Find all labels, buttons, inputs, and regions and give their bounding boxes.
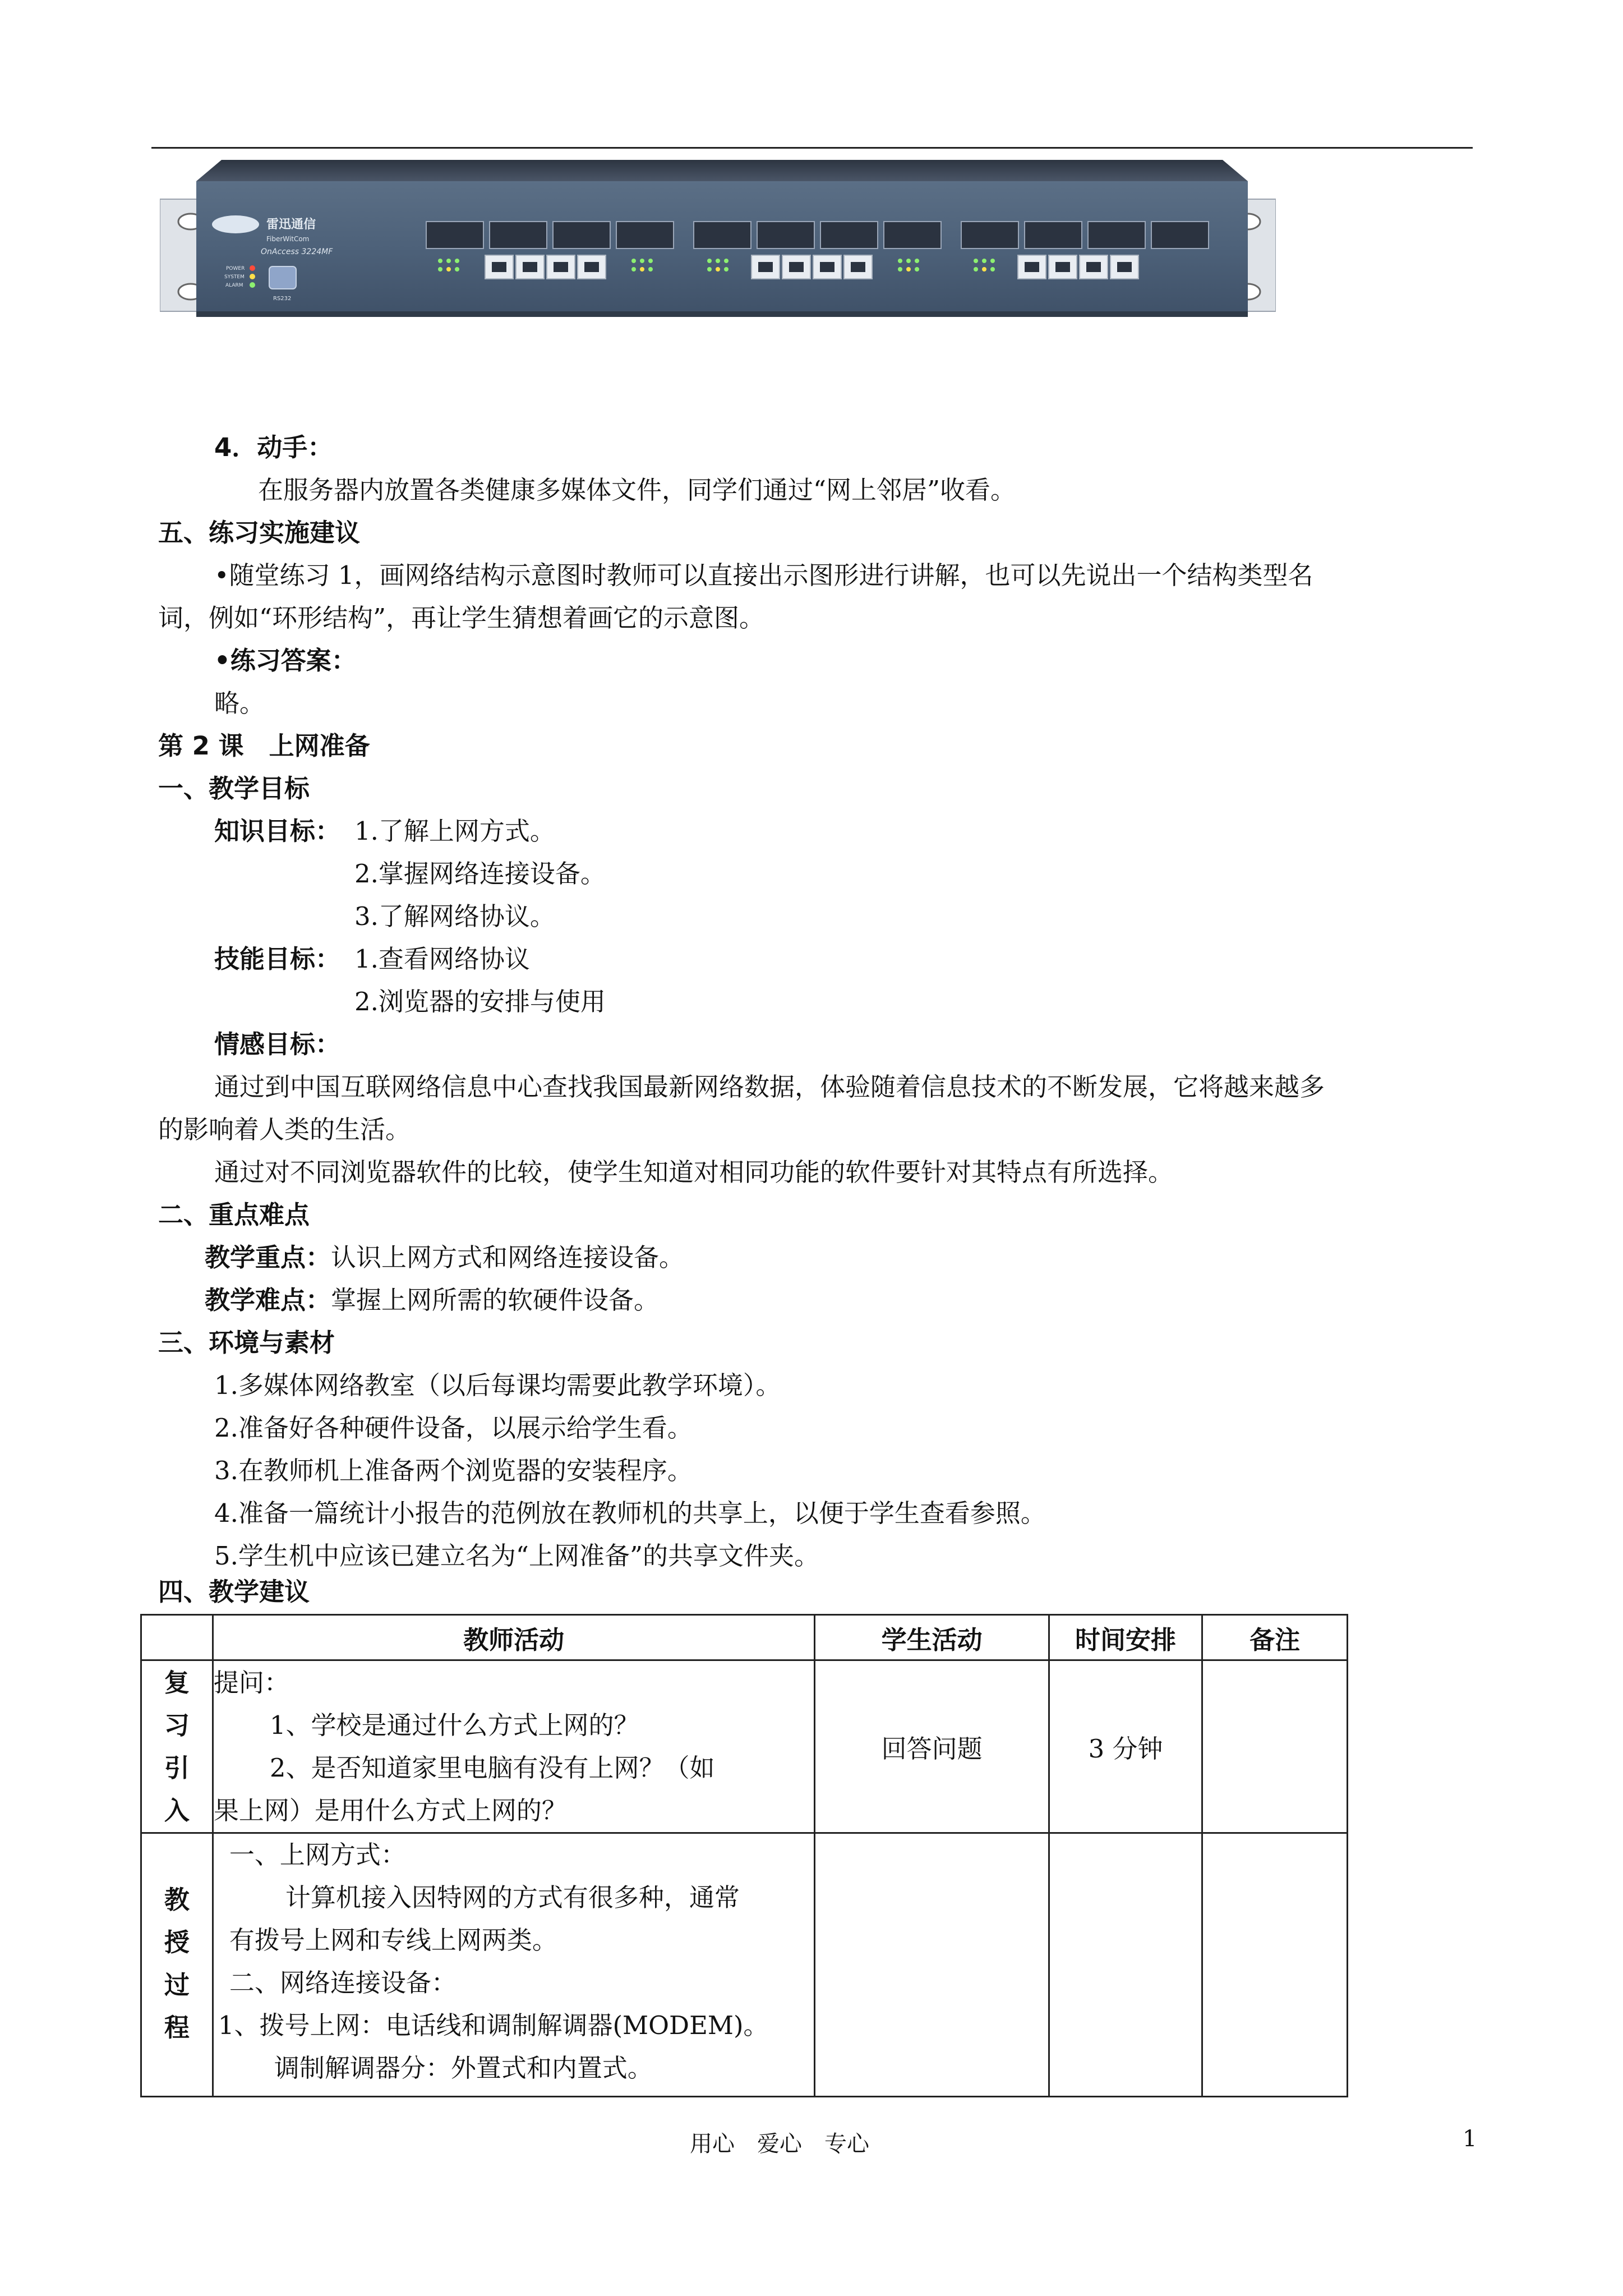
- led-label-power: POWER: [226, 266, 245, 272]
- table-row: [141, 1833, 1348, 2097]
- table-header-row: [141, 1615, 1348, 1660]
- teaching-plan-table: [140, 1614, 1348, 2097]
- sec1-heading: 一、教学目标: [158, 774, 310, 803]
- emotion-para1-line2: 的影响着人类的生活。: [158, 1115, 411, 1144]
- knowledge-item: 3.了解网络协议。: [354, 901, 555, 931]
- env-item: 3.在教师机上准备两个浏览器的安装程序。: [214, 1456, 693, 1485]
- sec4-heading: 四、教学建议: [158, 1577, 310, 1607]
- device-model: OnAccess 3224MF: [261, 247, 333, 256]
- time-allocation: [1049, 1833, 1202, 2097]
- header-stage: [141, 1615, 213, 1660]
- device-subbrand: FiberWitCom: [266, 235, 310, 243]
- skill-item: 2.浏览器的安排与使用: [354, 987, 606, 1016]
- emotion-para2: 通过对不同浏览器软件的比较，使学生知道对相同功能的软件要针对其特点有所选择。: [214, 1157, 1174, 1187]
- student-activity: [815, 1833, 1049, 2097]
- table-row: [141, 1660, 1348, 1833]
- time-allocation: 3 分钟: [1049, 1660, 1202, 1833]
- skill-label: 技能目标：: [214, 944, 341, 974]
- device-brand: 雷迅通信: [266, 218, 316, 232]
- header-teacher-activity: 教师活动: [213, 1615, 815, 1660]
- led-label-alarm: ALARM: [225, 283, 243, 288]
- env-item: 4.准备一篇统计小报告的范例放在教师机的共享上，以便于学生查看参照。: [214, 1498, 1046, 1528]
- hands-on-body: 在服务器内放置各类健康多媒体文件，同学们通过“网上邻居”收看。: [258, 475, 1016, 505]
- stage-review: 复 习 引 入: [141, 1660, 213, 1833]
- lesson-title: 第 2 课 上网准备: [158, 731, 370, 761]
- page-number: 1: [1463, 2126, 1477, 2152]
- key-label: 教学重点：: [205, 1243, 331, 1272]
- section5-para-line1: •随堂练习 1，画网络结构示意图时教师可以直接出示图形进行讲解，也可以先说出一个结构类型名: [214, 560, 1313, 590]
- env-item: 5.学生机中应该已建立名为“上网准备”的共享文件夹。: [214, 1541, 819, 1571]
- knowledge-item: 1.了解上网方式。: [354, 816, 555, 846]
- footer-motto: 用心 爱心 专心: [690, 2131, 869, 2157]
- network-switch-photo: [160, 160, 1276, 325]
- env-item: 2.准备好各种硬件设备，以展示给学生看。: [214, 1413, 693, 1443]
- answer-label: •练习答案：: [214, 646, 357, 675]
- emotion-para1-line1: 通过到中国互联网络信息中心查找我国最新网络数据，体验随着信息技术的不断发展，它将越来越多: [214, 1072, 1325, 1102]
- emotion-label: 情感目标：: [214, 1029, 341, 1059]
- section5-heading: 五、练习实施建议: [158, 518, 361, 547]
- student-activity: 回答问题: [815, 1660, 1049, 1833]
- sec3-heading: 三、环境与素材: [158, 1328, 335, 1358]
- header-time: 时间安排: [1049, 1615, 1202, 1660]
- knowledge-item: 2.掌握网络连接设备。: [354, 859, 606, 889]
- teacher-activity: 提问： 1、学校是通过什么方式上网的？ 2、是否知道家里电脑有没有上网？（如 果上网）是用什么方式上网的？: [213, 1660, 815, 1833]
- notes: [1202, 1660, 1348, 1833]
- hands-on-heading: 4．动手：: [214, 432, 333, 462]
- env-item: 1.多媒体网络教室（以后每课均需要此教学环境）。: [214, 1370, 781, 1400]
- section5-para-line2: 词，例如“环形结构”，再让学生猜想着画它的示意图。: [158, 603, 765, 633]
- header-rule: [151, 147, 1473, 149]
- notes: [1202, 1833, 1348, 2097]
- difficulty-label: 教学难点：: [205, 1285, 331, 1315]
- teacher-activity: 一、上网方式： 计算机接入因特网的方式有很多种，通常 有拨号上网和专线上网两类。 二、网络连接设备： 1、拨号上网：电话线和调制解调器(MODEM)。 调制解调器分：外置式和内置式。: [213, 1833, 815, 2097]
- difficulty-text: 掌握上网所需的软硬件设备。: [331, 1285, 660, 1315]
- skill-item: 1.查看网络协议: [354, 944, 530, 974]
- answer-text: 略。: [214, 688, 265, 718]
- header-student-activity: 学生活动: [815, 1615, 1049, 1660]
- stage-teaching: 教 授 过 程: [141, 1833, 213, 2097]
- led-label-system: SYSTEM: [224, 274, 245, 280]
- sec2-heading: 二、重点难点: [158, 1200, 310, 1230]
- key-text: 认识上网方式和网络连接设备。: [331, 1243, 685, 1272]
- knowledge-label: 知识目标：: [214, 816, 341, 846]
- header-notes: 备注: [1202, 1615, 1348, 1660]
- console-label: RS232: [273, 296, 292, 302]
